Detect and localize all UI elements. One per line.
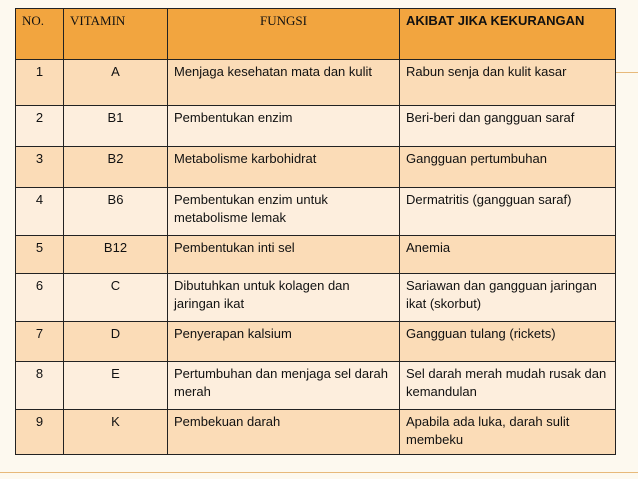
table-row [16,188,616,236]
cell-no: 4 [16,188,64,236]
table-row [16,322,616,362]
table-row [16,60,616,106]
cell-vitamin: E [64,362,168,410]
header-no: NO. [16,9,64,60]
cell-fungsi: Pembentukan enzim untuk metabolisme lemak [168,188,400,236]
cell-akibat: Gangguan tulang (rickets) [400,322,616,362]
vitamin-table [15,8,616,455]
cell-vitamin: D [64,322,168,362]
cell-fungsi: Penyerapan kalsium [168,322,400,362]
cell-no: 1 [16,60,64,106]
cell-akibat: Anemia [400,236,616,274]
cell-fungsi: Pembekuan darah [168,410,400,455]
cell-fungsi: Menjaga kesehatan mata dan kulit [168,60,400,106]
cell-no: 9 [16,410,64,455]
table-body [16,60,616,455]
cell-akibat: Sariawan dan gangguan jaringan ikat (skorbut) [400,274,616,322]
cell-akibat: Rabun senja dan kulit kasar [400,60,616,106]
table-row [16,410,616,455]
header-vitamin: VITAMIN [64,9,168,60]
cell-akibat: Apabila ada luka, darah sulit membeku [400,410,616,455]
decorative-line-right [614,72,638,73]
cell-vitamin: B2 [64,147,168,188]
cell-no: 2 [16,106,64,147]
table-row [16,274,616,322]
table-row [16,147,616,188]
cell-no: 6 [16,274,64,322]
cell-no: 5 [16,236,64,274]
cell-fungsi: Metabolisme karbohidrat [168,147,400,188]
header-akibat: AKIBAT JIKA KEKURANGAN [400,9,616,60]
cell-akibat: Dermatritis (gangguan saraf) [400,188,616,236]
cell-no: 8 [16,362,64,410]
cell-fungsi: Pertumbuhan dan menjaga sel darah merah [168,362,400,410]
cell-akibat: Sel darah merah mudah rusak dan kemandulan [400,362,616,410]
cell-vitamin: K [64,410,168,455]
table-row [16,362,616,410]
cell-fungsi: Pembentukan enzim [168,106,400,147]
cell-vitamin: B1 [64,106,168,147]
cell-vitamin: C [64,274,168,322]
cell-no: 7 [16,322,64,362]
table-row [16,106,616,147]
cell-akibat: Gangguan pertumbuhan [400,147,616,188]
header-row [16,9,616,60]
cell-no: 3 [16,147,64,188]
cell-fungsi: Dibutuhkan untuk kolagen dan jaringan ikat [168,274,400,322]
table-header [16,9,616,60]
decorative-line-bottom [0,472,638,473]
cell-vitamin: A [64,60,168,106]
cell-vitamin: B6 [64,188,168,236]
table-row [16,236,616,274]
cell-fungsi: Pembentukan inti sel [168,236,400,274]
cell-akibat: Beri-beri dan gangguan saraf [400,106,616,147]
cell-vitamin: B12 [64,236,168,274]
header-fungsi: FUNGSI [168,9,400,60]
